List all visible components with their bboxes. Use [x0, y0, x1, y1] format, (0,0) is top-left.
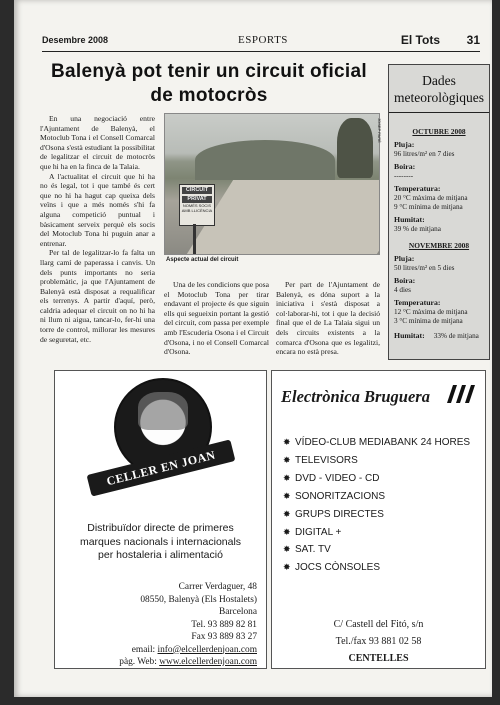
temperature-max: 12 °C màxima de mitjana	[394, 308, 468, 316]
weather-divider	[389, 112, 489, 113]
humidity-label: Humitat:	[394, 215, 425, 224]
celler-en-joan-ad	[54, 370, 267, 669]
rain-value: 50 litres/m² en 5 dies	[394, 264, 455, 272]
web-label: pàg. Web:	[119, 657, 157, 667]
description-line: marques nacionals i internacionals	[79, 535, 242, 548]
bullet-icon: ✸	[283, 544, 291, 555]
humidity-value: 39 % de mitjana	[394, 225, 441, 233]
private-circuit-sign	[179, 184, 215, 226]
bullet-icon: ✸	[283, 490, 291, 501]
list-item: ✸ TELEVISORS	[283, 452, 470, 470]
paragraph: Per tal de legalitzar-lo fa falta un llarg camí de paperassa i canvis. Un dels punts importants no seria problemàtic, ja que l'Ajuntament de Balenyà està disposat a requalificar els terrenys. A partir d'aquí, però, caldria adequar el circuit on no hi ha ni llum ni aigua, tancar-lo, fer-hi una torre de control, millorar les mesures de seguretat, etc.	[40, 248, 155, 344]
telephone: Tel./fax 93 881 02 58	[335, 636, 422, 647]
rain-value: 96 litres/m² en 7 dies	[394, 150, 455, 158]
telephone: Tel. 93 889 82 81	[191, 619, 257, 630]
sign-post	[193, 224, 196, 254]
celler-logo-banner: CELLER EN JOAN	[87, 439, 236, 496]
article-title	[48, 60, 370, 108]
title-line-2: de motocròs	[150, 85, 268, 106]
photo-caption: Aspecte actual del circuit	[166, 257, 239, 263]
weather-october	[389, 127, 489, 233]
temperature-min: 9 °C mínima de mitjana	[394, 203, 463, 211]
bruguera-brand: Electrònica Bruguera	[281, 387, 430, 406]
email-line	[119, 644, 257, 657]
description-line: Distribuïdor directe de primeres	[87, 522, 234, 534]
paragraph: Una de les condicions que posa el Motoclub Tona per tirar endavant el projecte és que siguin ells qui segueixin portant la gestió del circuit, com passa per exemple amb l'Escuderia Osona i el Circuit d'Osona, i no el Consell Comarcal d'Osona.	[164, 280, 270, 357]
rain-label: Pluja:	[394, 254, 415, 263]
article-column-3	[276, 280, 380, 357]
sign-line-3: NOMÉS SOCIS AMB LLICÈNCIA	[181, 203, 213, 213]
temperature-max: 20 °C màxima de mitjana	[394, 194, 468, 202]
web-link[interactable]: www.elcellerdenjoan.com	[159, 657, 257, 667]
fax: Fax 93 889 83 27	[191, 632, 257, 642]
photo-tree	[337, 118, 373, 178]
photo-hill	[195, 140, 335, 180]
page-number: 31	[466, 33, 480, 47]
paragraph: Per part de l'Ajuntament de Balenyà, es dóna suport a la iniciativa i s'està disposat a col·laborar-hi, tot i que la decisió final que el de La Talaia sigui un dels circuits existents a la comarca d'Osona que es legalitzi, encara no està presa.	[276, 280, 380, 357]
photo-credit: JOSEP PARÉ	[377, 118, 382, 143]
email-link[interactable]: info@elcellerdenjoan.com	[157, 644, 257, 655]
postal-address: 08550, Balenyà (Els Hostalets)	[140, 594, 257, 605]
city: Barcelona	[219, 607, 257, 617]
list-item: ✸ SAT. TV	[283, 541, 470, 559]
celler-logo-artwork	[138, 392, 188, 430]
bullet-icon: ✸	[283, 526, 291, 537]
sign-line-1: CIRCUIT	[182, 187, 212, 194]
magazine-name: El Tots	[400, 33, 440, 47]
list-item: ✸ GRUPS DIRECTES	[283, 506, 470, 524]
humidity-value: 33% de mitjana	[433, 332, 479, 340]
list-item: ✸ JOCS CÒNSOLES	[283, 559, 470, 577]
fog-label: Boira:	[394, 276, 416, 285]
bruguera-logo-slashes-icon	[447, 383, 477, 405]
temperature-label: Temperatura:	[394, 298, 441, 307]
celler-contact	[119, 581, 257, 669]
temperature-min: 3 °C mínima de mitjana	[394, 317, 463, 325]
fog-value: --------	[394, 172, 414, 180]
paragraph: En una negociació entre l'Ajuntament de Balenyà, el Motoclub Tona i el Consell Comarcal d'Osona s'està estudiant la possibilitat de legalitzar el circuit de motocròs que hi ha en la finca de la Talaia.	[40, 114, 155, 171]
bullet-icon: ✸	[283, 508, 291, 519]
bullet-icon: ✸	[283, 454, 291, 465]
title-line-1: Balenyà pot tenir un circuit oficial	[51, 61, 367, 82]
issue-date: Desembre 2008	[42, 35, 109, 45]
page-header	[42, 33, 480, 47]
temperature-label: Temperatura:	[394, 184, 441, 193]
email-label: email:	[131, 644, 156, 655]
rain-label: Pluja:	[394, 140, 415, 149]
web-line	[119, 656, 257, 669]
bullet-icon: ✸	[283, 437, 291, 447]
bullet-icon: ✸	[283, 562, 291, 573]
electronica-bruguera-ad	[271, 370, 486, 669]
street-address: Carrer Verdaguer, 48	[178, 582, 257, 592]
month-heading: OCTUBRE 2008	[412, 127, 466, 136]
header-rule	[42, 51, 480, 52]
weather-data-box	[388, 64, 490, 360]
weather-title: Dades meteorològiques	[394, 73, 484, 105]
fog-value: 4 dies	[394, 286, 411, 294]
article-column-2	[164, 280, 269, 357]
weather-november	[389, 241, 489, 343]
services-list	[283, 434, 470, 577]
street-address: C/ Castell del Fitó, s/n	[333, 619, 424, 630]
humidity-label: Humitat:	[394, 331, 425, 340]
bullet-icon: ✸	[283, 472, 291, 483]
description-line: per hostaleria i alimentació	[98, 549, 223, 561]
bruguera-contact	[272, 616, 485, 667]
fog-label: Boira:	[394, 162, 416, 171]
city: CENTELLES	[348, 653, 409, 664]
list-item: ✸ VÍDEO-CLUB MEDIABANK 24 HORES	[283, 434, 470, 452]
list-item: ✸ SONORITZACIONS	[283, 488, 470, 506]
list-item: ✸ DVD - VIDEO - CD	[283, 470, 470, 488]
list-item: ✸ DIGITAL +	[283, 524, 470, 542]
magazine-page	[14, 0, 492, 697]
month-heading: NOVEMBRE 2008	[408, 241, 470, 250]
paragraph: A l'actualitat el circuit que hi ha no és legal, tot i que també és cert que no hi ha hagut cap queixa dels veïns i que a més només s'hi fa alguna competició puntual i bàsicament serveix perquè els socis del Motoclub Tona hi puguin anar a entrenar.	[40, 171, 155, 248]
celler-description	[55, 522, 266, 563]
circuit-photo	[164, 113, 380, 255]
article-column-1	[40, 114, 155, 344]
sign-line-2: PRIVAT	[182, 196, 212, 203]
section-name: ESPORTS	[238, 34, 288, 46]
